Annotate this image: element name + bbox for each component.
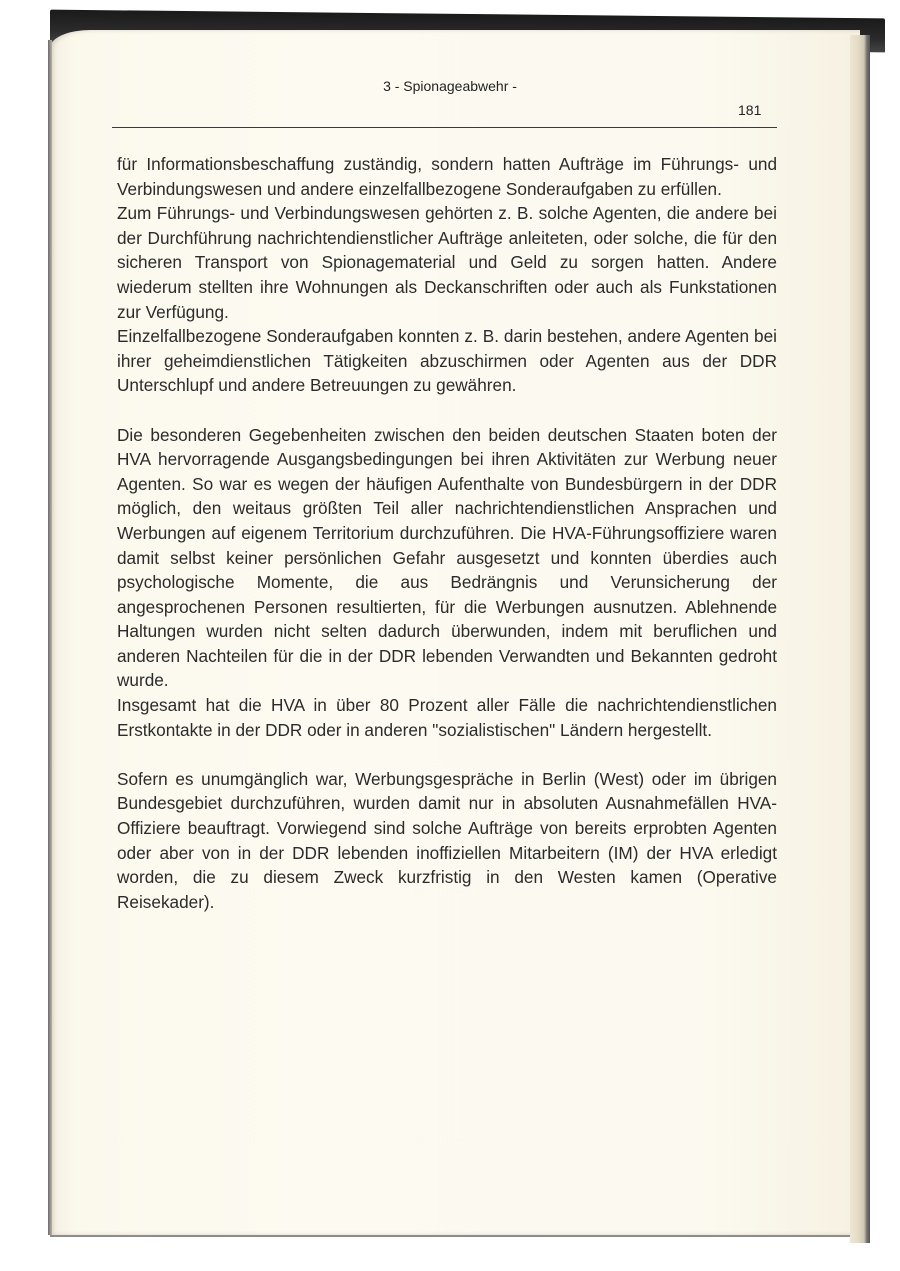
paragraph: für Informationsbeschaffung zuständig, sondern hatten Aufträge im Führungs- und Verbindungswesen und andere einzelfallbezogene Sonderaufgaben zu erfüllen.	[117, 154, 777, 199]
page-stack-edge	[850, 35, 870, 1243]
paragraph-gap	[117, 742, 777, 767]
page-number: 181	[738, 102, 762, 118]
paragraph: Sofern es unumgänglich war, Werbungsgespräche in Berlin (West) oder im übrigen Bundesgebiet durchzuführen, wurden damit nur in absoluten Ausnahmefällen HVA-Offiziere beauftragt. Vorwiegend sind solche Aufträge von bereits erprobten Agenten oder aber von in der DDR lebenden inoffiziellen Mitarbeitern (IM) der HVA erledigt worden, die zu diesem Zweck kurzfristig in den Westen kamen (Operative Reisekader).	[117, 768, 777, 912]
paragraph-gap	[117, 398, 777, 423]
paragraph: Einzelfallbezogene Sonderaufgaben konnten z. B. darin bestehen, andere Agenten bei ihrer geheimdienstlichen Tätigkeiten abzuschirmen oder Agenten aus der DDR Unterschlupf und andere Betreuungen zu gewähren.	[117, 326, 777, 396]
paragraph: Die besonderen Gegebenheiten zwischen den beiden deutschen Staaten boten der HVA hervorragende Ausgangsbedingungen bei ihren Aktivitäten zur Werbung neuer Agenten. So war es wegen der häufigen Aufenthalte von Bundesbürgern in der DDR möglich, den weitaus größten Teil aller nachrichtendienstlichen Ansprachen und Werbungen auf eigenem Territorium durchzuführen. Die HVA-Führungsoffiziere waren damit selbst keiner persönlichen Gefahr ausgesetzt und konnten überdies auch psychologische Momente, die aus Bedrängnis und Verunsicherung der angesprochenen Personen resultierten, für die Werbungen ausnutzen. Ablehnende Haltungen wurden nicht selten dadurch überwunden, indem mit beruflichen und anderen Nachteilen für die in der DDR lebenden Verwandten und Bekannten gedroht wurde.	[117, 424, 777, 691]
header-rule	[112, 127, 777, 128]
page-left-edge	[48, 40, 52, 1235]
paragraph: Zum Führungs- und Verbindungswesen gehörten z. B. solche Agenten, die andere bei der Durchführung nachrichtendienstlicher Aufträge anleiteten, oder solche, die für den sicheren Transport von Spionagematerial und Geld zu sorgen hatten. Andere wiederum stellten ihre Wohnungen als Deckanschriften oder auch als Funkstationen zur Verfügung.	[117, 203, 777, 322]
body-text	[117, 152, 777, 914]
paragraph: Insgesamt hat die HVA in über 80 Prozent aller Fälle die nachrichtendienstlichen Erstkontakte in der DDR oder in anderen "sozialistischen" Ländern hergestellt.	[117, 695, 777, 740]
running-head: 3 - Spionageabwehr -	[383, 78, 517, 94]
